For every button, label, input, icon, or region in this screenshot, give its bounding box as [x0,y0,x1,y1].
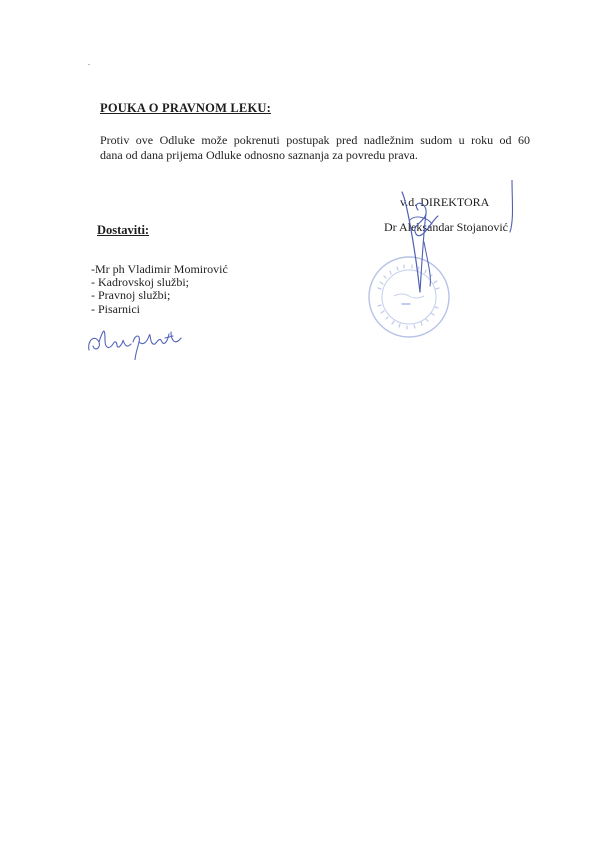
legal-remedy-line-2: dana od dana prijema Odluke odnosno saznanja za povredu prava. [100,148,418,162]
signature-block [380,190,530,340]
legal-remedy-heading: POUKA O PRAVNOM LEKU: [100,101,271,115]
legal-remedy-text [100,133,530,163]
signatory-role: v.d. DIREKTORA [400,195,490,209]
handwritten-note-icon [85,320,185,360]
distribution-item: - Pravnoj službi; [91,288,171,303]
distribution-item: - Kadrovskoj službi; [91,275,189,290]
director-signature-icon [380,180,530,310]
distribution-label: Dostaviti: [97,223,150,237]
legal-remedy-line-1: Protiv ove Odluke može pokrenuti postupak pred nadležnim sudom u roku od 60 [100,133,530,147]
distribution-item: - Pisarnici [91,301,140,316]
signatory-name: Dr Aleksandar Stojanović [384,220,508,234]
scan-speck [88,64,90,65]
distribution-item: -Mr ph Vladimir Momirović [91,262,228,276]
distribution-list [91,263,228,316]
